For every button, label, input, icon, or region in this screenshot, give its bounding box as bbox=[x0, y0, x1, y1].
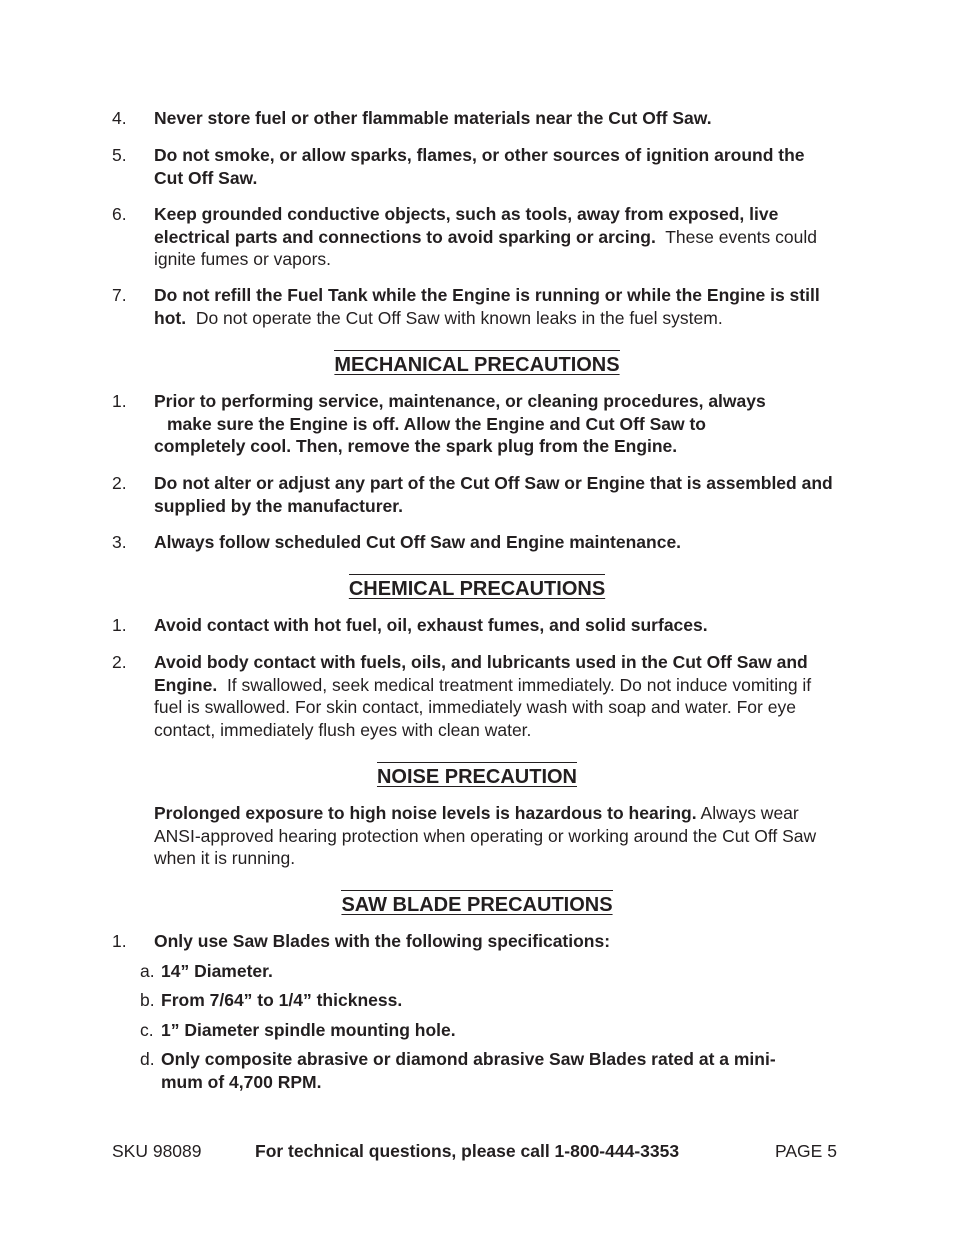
item-text: Do not operate the Cut Off Saw with known leaks in the fuel system. bbox=[195, 307, 723, 328]
footer-page-number: PAGE 5 bbox=[775, 1141, 837, 1161]
item-number: 1. bbox=[112, 391, 127, 411]
footer-phone: For technical questions, please call 1-800-444-3353 bbox=[255, 1141, 680, 1161]
item-bold-text: Avoid body contact with fuels, oils, and lubricants used in the Cut Off Saw and Engine. bbox=[154, 652, 808, 695]
item-bold-text: Avoid contact with hot fuel, oil, exhaust fumes, and solid surfaces. bbox=[154, 615, 708, 635]
spec-text: 14” Diameter. bbox=[161, 961, 273, 981]
spec-letter: a. bbox=[140, 961, 155, 981]
spec-text: From 7/64” to 1/4” thickness. bbox=[161, 990, 403, 1010]
spec-letter: c. bbox=[140, 1020, 154, 1040]
spec-text: Only composite abrasive or diamond abrasive Saw Blades rated at a mini- mum of 4,700 RPM. bbox=[161, 1049, 776, 1092]
item-number: 5. bbox=[112, 145, 127, 165]
item-number: 7. bbox=[112, 285, 127, 305]
section-heading-saw-blade: SAW BLADE PRECAUTIONS bbox=[0, 890, 954, 918]
section-heading-mechanical: MECHANICAL PRECAUTIONS bbox=[0, 350, 954, 378]
item-bold-text: Keep grounded conductive objects, such as tools, away from exposed, live electrical parts and connections to avoid sparking or arcing. bbox=[154, 204, 779, 247]
item-number: 2. bbox=[112, 473, 127, 493]
spec-letter: d. bbox=[140, 1049, 155, 1069]
item-number: 4. bbox=[112, 108, 127, 128]
item-text: If swallowed, seek medical treatment immediately. Do not induce vomiting if fuel is swallowed. For skin contact, immediately wash with soap and water. For eye contact, immediately flush eyes with clean water. bbox=[154, 674, 812, 740]
item-text: These events could ignite fumes or vapors. bbox=[154, 226, 817, 269]
footer-sku: SKU 98089 bbox=[112, 1141, 202, 1161]
item-number: 2. bbox=[112, 652, 127, 672]
section-heading-chemical: CHEMICAL PRECAUTIONS bbox=[0, 574, 954, 602]
item-bold-text: Only use Saw Blades with the following specifications: bbox=[154, 931, 611, 951]
item-number: 6. bbox=[112, 204, 127, 224]
item-bold-text: Always follow scheduled Cut Off Saw and Engine maintenance. bbox=[154, 532, 682, 552]
spec-letter: b. bbox=[140, 990, 155, 1010]
section-heading-noise: NOISE PRECAUTION bbox=[0, 762, 954, 790]
item-number: 3. bbox=[112, 532, 127, 552]
item-bold-text: Do not smoke, or allow sparks, flames, or other sources of ignition around the Cut Off Saw. bbox=[154, 145, 805, 188]
item-bold-text: Never store fuel or other flammable materials near the Cut Off Saw. bbox=[154, 108, 712, 128]
noise-paragraph bbox=[154, 802, 846, 870]
noise-text: Always wear ANSI-approved hearing protection when operating or working around the Cut Off Saw when it is running. bbox=[154, 803, 817, 868]
item-bold-text: Do not alter or adjust any part of the Cut Off Saw or Engine that is assembled and supplied by the manufacturer. bbox=[154, 473, 833, 516]
item-number: 1. bbox=[112, 615, 127, 635]
noise-bold-text: Prolonged exposure to high noise levels is hazardous to hearing. bbox=[154, 803, 697, 823]
item-number: 1. bbox=[112, 931, 127, 951]
item-bold-text: Prior to performing service, maintenance, or cleaning procedures, always make sure the Engine is off. Allow the Engine and Cut Off Saw to completely cool. Then, remove the spark plug from the Engine. bbox=[154, 391, 766, 456]
spec-text: 1” Diameter spindle mounting hole. bbox=[161, 1020, 456, 1040]
item-bold-text: Do not refill the Fuel Tank while the Engine is running or while the Engine is still hot. bbox=[154, 285, 820, 328]
